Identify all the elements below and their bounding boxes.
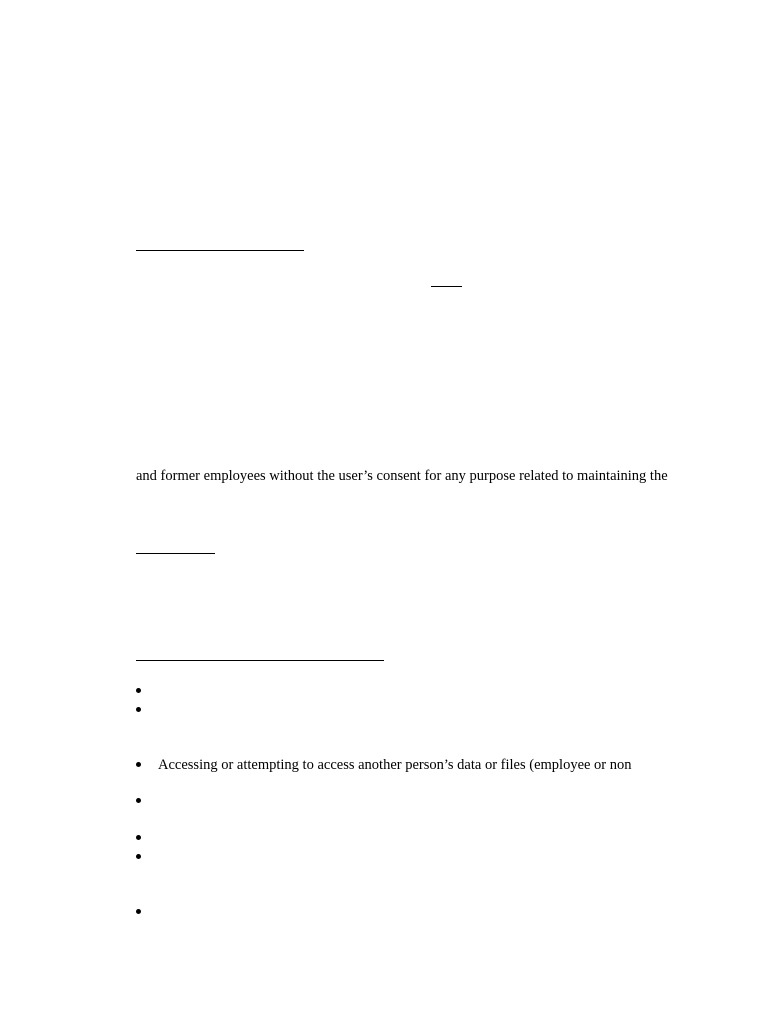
heading-underline-2 <box>431 286 462 287</box>
list-bullet-3 <box>136 762 141 767</box>
list-bullet-2 <box>136 707 141 712</box>
heading-underline-1 <box>136 250 304 251</box>
heading-underline-3 <box>136 553 215 554</box>
list-bullet-1 <box>136 688 141 693</box>
list-bullet-4 <box>136 798 141 803</box>
list-bullet-5 <box>136 835 141 840</box>
body-text-line: and former employees without the user’s consent for any purpose related to maintaining the <box>136 468 668 484</box>
list-bullet-6 <box>136 854 141 859</box>
list-bullet-7 <box>136 909 141 914</box>
list-item-text: Accessing or attempting to access another person’s data or files (employee or non <box>158 757 632 773</box>
heading-underline-4 <box>136 660 384 661</box>
